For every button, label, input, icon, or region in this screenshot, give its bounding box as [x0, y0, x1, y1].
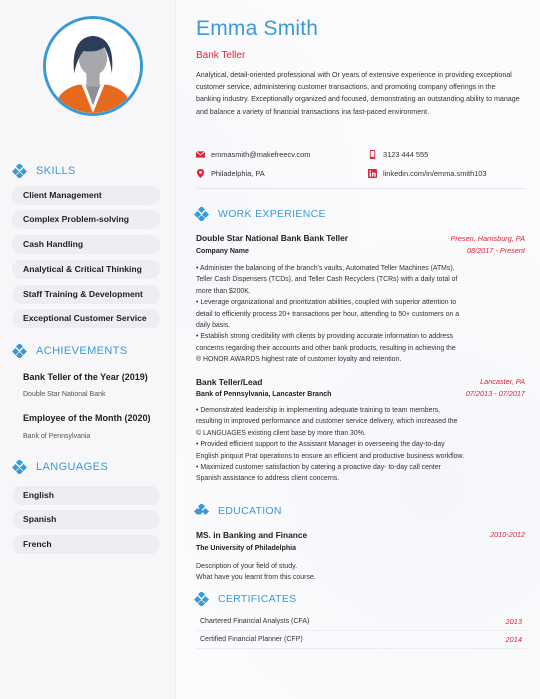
certificate-name: Certified Financial Planner (CFP)	[200, 636, 303, 643]
certificate-row	[196, 613, 526, 630]
avatar	[43, 16, 143, 116]
job-bullets	[196, 263, 531, 366]
skill-pill: Cash Handling	[12, 235, 160, 254]
bullet-line: • Maximized customer satisfaction by catering a proactive day- to-day call center	[196, 464, 441, 472]
certificate-year: 2013	[505, 617, 522, 626]
phone-text: 3123 444 555	[383, 150, 429, 159]
person-avatar-icon	[46, 19, 140, 113]
certificates-heading	[194, 592, 296, 606]
education-heading	[194, 504, 282, 518]
skills-heading-label: SKILLS	[36, 165, 76, 177]
language-pill: English	[12, 486, 160, 505]
degree-title: MS. in Banking and Finance	[196, 530, 308, 540]
bullet-line: daily basis.	[196, 322, 231, 330]
bullet-line: • Administer the balancing of the branch's vaults, Automated Teller Machines (ATMs),	[196, 265, 455, 272]
map-pin-icon	[196, 169, 205, 178]
phone-icon	[368, 150, 377, 159]
achievements-heading	[12, 344, 128, 358]
bullet-line: more than $200K.	[196, 287, 251, 295]
skill-pill: Exceptional Customer Service	[12, 309, 160, 328]
bullet-line: ® HONOR AWARDS highest rate of customer loyalty and retention.	[196, 356, 402, 364]
bullet-line: • Provided efficient support to the Assistant Manager in overseeing the day-to-day	[196, 441, 445, 449]
contact-phone[interactable]	[368, 150, 428, 159]
achievement-org: Double Star National Bank	[23, 391, 106, 398]
bullet-line: English pinquut Prat operations to ensure an efficient and productive business workflow.	[196, 452, 465, 460]
section-divider	[196, 188, 526, 189]
linkedin-icon	[368, 169, 377, 178]
job-title: Double Star National Bank Bank Teller	[196, 233, 349, 243]
education-description	[196, 561, 316, 584]
job-company: Bank of Pennsylvania, Lancaster Branch	[196, 391, 332, 398]
skills-heading	[12, 164, 76, 178]
certificate-name: Chartered Financial Analysts (CFA)	[200, 618, 310, 625]
achievements-heading-label: ACHIEVEMENTS	[36, 345, 128, 357]
job-company: Company Name	[196, 248, 249, 255]
achievement-title: Employee of the Month (2020)	[23, 413, 151, 423]
diamond-cluster-icon	[12, 344, 28, 358]
contact-location	[196, 169, 265, 178]
contact-email[interactable]	[196, 150, 310, 159]
linkedin-text: linkedin.com/in/emma.smith103	[383, 169, 487, 178]
education-dates: 2010-2012	[490, 530, 525, 539]
job-dates: 08/2017 - Present	[466, 246, 525, 255]
education-desc-line: What have you learnt from this course.	[196, 574, 316, 582]
email-text: emmasmith@makefreecv.com	[211, 150, 311, 159]
job-dates: 07/2013 - 07/2017	[465, 389, 525, 398]
achievement-title: Bank Teller of the Year (2019)	[23, 372, 148, 382]
bullet-line: detail to efficiently process 20+ transactions per hour, attending to 50+ customers on a	[196, 310, 460, 318]
bullet-line: resulting in improved performance and customer service delivery, which increased the	[196, 418, 458, 426]
job-location: Lancaster, PA	[480, 377, 525, 386]
bullet-line: Spanish assistance to address client concerns.	[196, 475, 340, 483]
skill-pill: Analytical & Critical Thinking	[12, 260, 160, 279]
bullet-line: • Leverage organizational and prioritization abilities, coupled with superior attention to	[196, 299, 457, 307]
certificate-row	[196, 631, 526, 648]
work-experience-heading	[194, 207, 326, 221]
skill-pill: Staff Training & Development	[12, 285, 160, 304]
education-desc-line: Description of your field of study.	[196, 563, 298, 570]
bullet-line: © LANGUAGES existing client base by more than 30%.	[196, 429, 366, 437]
job-location: Presen, Harrisburg, PA	[450, 234, 525, 243]
diamond-cluster-icon	[194, 207, 210, 221]
diamond-cluster-icon	[194, 504, 210, 518]
candidate-name: Emma Smith	[196, 17, 319, 40]
language-pill: French	[12, 535, 160, 554]
achievement-org: Bank of Pennsylvania	[23, 433, 91, 440]
certificates-heading-label: CERTIFICATES	[218, 593, 297, 605]
contact-linkedin[interactable]	[368, 169, 487, 178]
bullet-line: concerns regarding their accounts and other bank products, resulting in achieving the	[196, 344, 456, 352]
location-text: Philadelphia, PA	[211, 169, 265, 178]
school-name: The University of Philadelphia	[196, 545, 296, 552]
skill-pill: Client Management	[12, 186, 160, 205]
language-pill: Spanish	[12, 510, 160, 529]
envelope-icon	[196, 150, 205, 159]
languages-heading	[12, 460, 108, 474]
diamond-cluster-icon	[12, 460, 28, 474]
education-heading-label: EDUCATION	[218, 505, 282, 517]
profile-summary: Analytical, detail-oriented professional with Or years of extensive experience in providing exceptional customer service, administering customer transactions, and promoting company offerings in the banking industry. Exceptionally organized and focused, demonstrating an outstanding ability to manage and balance a variety of financial transactions ina fast-paced environment.	[196, 71, 520, 116]
skill-pill: Complex Problem-solving	[12, 210, 160, 229]
certificate-divider	[196, 648, 526, 649]
diamond-cluster-icon	[194, 592, 210, 606]
job-title: Bank Teller/Lead	[196, 377, 263, 387]
bullet-line: Teller Cash Dispensers (TCDs), and Teller Cash Recyclers (TCRs) with a daily total of	[196, 276, 458, 284]
job-bullets	[196, 405, 531, 485]
diamond-cluster-icon	[12, 164, 28, 178]
bullet-line: • Establish strong credibility with clients by providing accurate information to address	[196, 333, 454, 341]
bullet-line: • Demonstrated leadership in implementing adequate training to team members,	[196, 407, 441, 414]
certificate-year: 2014	[505, 635, 522, 644]
languages-heading-label: LANGUAGES	[36, 461, 109, 473]
work-experience-heading-label: WORK EXPERIENCE	[218, 208, 326, 220]
candidate-role: Bank Teller	[196, 50, 246, 61]
